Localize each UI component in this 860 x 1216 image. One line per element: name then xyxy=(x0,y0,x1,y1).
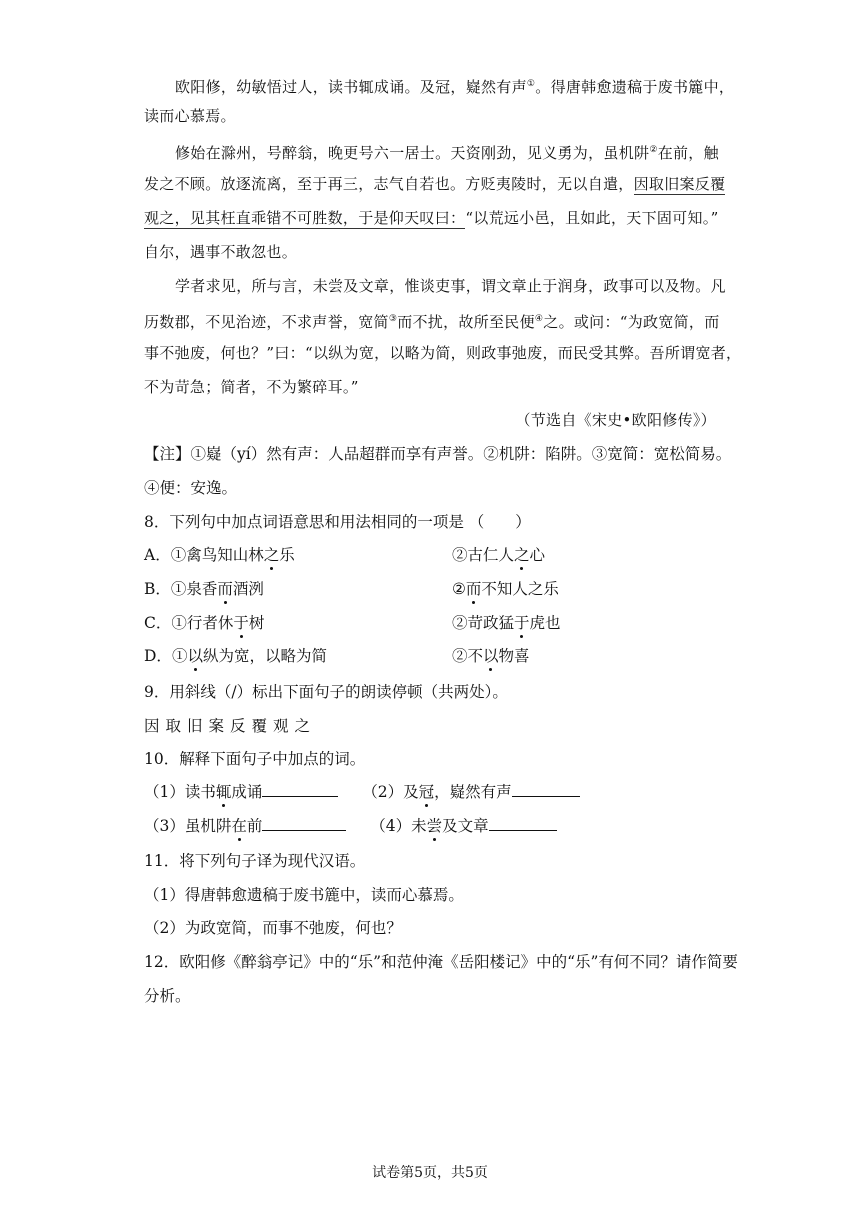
option-text: 物喜 xyxy=(498,647,530,665)
question-8-stem: 8．下列句中加点词语意思和用法相同的一项是 （ ） xyxy=(144,513,531,531)
item-text: 成诵 xyxy=(231,783,263,801)
q8-option-a-right xyxy=(452,545,545,565)
passage-text: 。得唐韩愈遗稿于废书簏中， xyxy=(535,78,735,96)
notes-line: 【注】①嶷（yí）然有声：人品超群而享有声誉。②机阱：陷阱。③宽简：宽松简易。 xyxy=(144,445,732,463)
passage-text: 欧阳修，幼敏悟过人，读书辄成诵。及冠，嶷然有声 xyxy=(175,78,527,96)
option-text: 纵为宽，以略为简 xyxy=(202,647,327,665)
option-text: 虎也 xyxy=(529,614,561,632)
passage-line xyxy=(175,74,734,97)
dotted-word: 而 xyxy=(465,580,482,598)
dotted-word: 冠 xyxy=(418,783,435,801)
footnote-marker: ① xyxy=(526,79,536,89)
option-text: ①行者休 xyxy=(171,614,234,632)
q8-option-d xyxy=(144,646,327,666)
footnote-marker: ② xyxy=(649,145,658,155)
underlined-text: 观之，见其枉直乖错不可胜数，于是仰天叹曰： xyxy=(144,209,466,227)
q10-items-row2 xyxy=(144,816,557,836)
question-9-sentence: 因取旧案反覆观之 xyxy=(144,717,317,735)
item-text: 及文章 xyxy=(442,817,489,835)
passage-text: 修始在滁州，号醉翁，晚更号六一居士。天资刚劲，见义勇为，虽机阱 xyxy=(175,144,650,162)
item-text: （3）虽机阱 xyxy=(144,817,232,835)
item-text: （4）未 xyxy=(370,817,427,835)
passage-line xyxy=(175,140,719,163)
option-text: ②古仁人 xyxy=(452,546,515,564)
q8-option-b xyxy=(144,579,264,599)
dotted-word: 在 xyxy=(231,817,247,835)
passage-text: 在前，触 xyxy=(657,144,719,162)
passage-line xyxy=(144,208,719,228)
underlined-text: 因取旧案反覆 xyxy=(633,175,726,193)
option-text: 酒洌 xyxy=(232,580,264,598)
option-label: C． xyxy=(144,614,172,632)
question-9-stem: 9．用斜线（/）标出下面句子的朗读停顿（共两处）。 xyxy=(144,683,508,701)
question-11-sentence-1: （1）得唐韩愈遗稿于废书簏中，读而心慕焉。 xyxy=(144,886,464,904)
item-text: （2）及 xyxy=(362,783,419,801)
passage-text: 历数郡，不见治迹，不求声誉，宽简 xyxy=(144,313,389,331)
option-label: D． xyxy=(144,647,172,665)
q8-option-c xyxy=(144,613,264,633)
answer-blank[interactable] xyxy=(262,816,346,831)
answer-blank[interactable] xyxy=(512,782,580,797)
option-label: B． xyxy=(144,580,171,598)
dotted-word: 以 xyxy=(187,647,203,665)
question-12-stem-cont: 分析。 xyxy=(144,987,191,1005)
page-footer: 试卷第5页，共5页 xyxy=(372,1165,488,1181)
question-11-sentence-2: （2）为政宽简，而事不弛废，何也？ xyxy=(144,919,402,937)
passage-line: 自尔，遇事不敢忽也。 xyxy=(144,243,298,261)
answer-blank[interactable] xyxy=(262,782,338,797)
passage-line: 学者求见，所与言，未尝及文章，惟谈吏事，谓文章止于润身，政事可以及物。凡 xyxy=(175,277,726,295)
item-text: （1）读书 xyxy=(144,783,216,801)
passage-text: 之。或问：“为政宽简，而 xyxy=(543,313,720,331)
answer-blank[interactable] xyxy=(489,816,557,831)
dotted-word: 于 xyxy=(514,614,530,632)
passage-line: 不为苛急；简者，不为繁碎耳。” xyxy=(144,378,359,396)
q10-items-row1 xyxy=(144,782,580,802)
q8-option-b-right xyxy=(452,579,559,599)
passage-line: 事不弛废，何也？”曰：“以纵为宽，以略为简，则政事弛废，而民受其弊。吾所谓宽者， xyxy=(144,344,742,362)
option-text: ②不 xyxy=(452,647,484,665)
dotted-word: 以 xyxy=(483,647,499,665)
q8-option-d-right xyxy=(452,646,530,666)
option-text: 乐 xyxy=(279,546,295,564)
item-text: 前 xyxy=(246,817,263,835)
option-text: 树 xyxy=(248,614,265,632)
dotted-word: 于 xyxy=(233,614,249,632)
dotted-word: 之 xyxy=(514,546,530,564)
passage-line xyxy=(144,174,725,194)
footnote-marker: ③ xyxy=(388,314,398,324)
dotted-word: 辄 xyxy=(215,783,232,801)
option-text: ② xyxy=(452,580,466,598)
question-11-stem: 11．将下列句子译为现代汉语。 xyxy=(144,852,366,870)
dotted-word: 而 xyxy=(217,580,233,598)
q8-option-c-right xyxy=(452,613,561,633)
item-text: ，嶷然有声 xyxy=(434,783,512,801)
q8-option-a xyxy=(144,545,295,565)
option-text: ①禽鸟知山林 xyxy=(170,546,264,564)
dotted-word: 尝 xyxy=(426,817,443,835)
option-text: ①泉香 xyxy=(170,580,218,598)
passage-text: “以荒远小邑，且如此，天下固可知。” xyxy=(465,209,719,227)
question-10-stem: 10．解释下面句子中加点的词。 xyxy=(144,750,366,768)
option-text: ②苛政猛 xyxy=(452,614,515,632)
footnote-marker: ④ xyxy=(534,314,544,324)
option-label: A． xyxy=(144,546,171,564)
option-text: 不知人之乐 xyxy=(481,580,559,598)
passage-text: 而不扰，故所至民便 xyxy=(397,313,535,331)
option-text: ① xyxy=(171,647,188,665)
dotted-word: 之 xyxy=(263,546,280,564)
notes-line: ④便：安逸。 xyxy=(144,479,238,497)
passage-line: 读而心慕焉。 xyxy=(144,107,236,125)
option-text: 心 xyxy=(529,546,546,564)
passage-source: （节选自《宋史•欧阳修传》） xyxy=(515,411,716,429)
passage-text: 发之不顾。放逐流离，至于再三，志气自若也。方贬夷陵时，无以自遣， xyxy=(144,175,634,193)
question-12-stem: 12．欧阳修《醉翁亭记》中的“乐”和范仲淹《岳阳楼记》中的“乐”有何不同？请作简要 xyxy=(144,953,738,971)
passage-line xyxy=(144,309,720,332)
